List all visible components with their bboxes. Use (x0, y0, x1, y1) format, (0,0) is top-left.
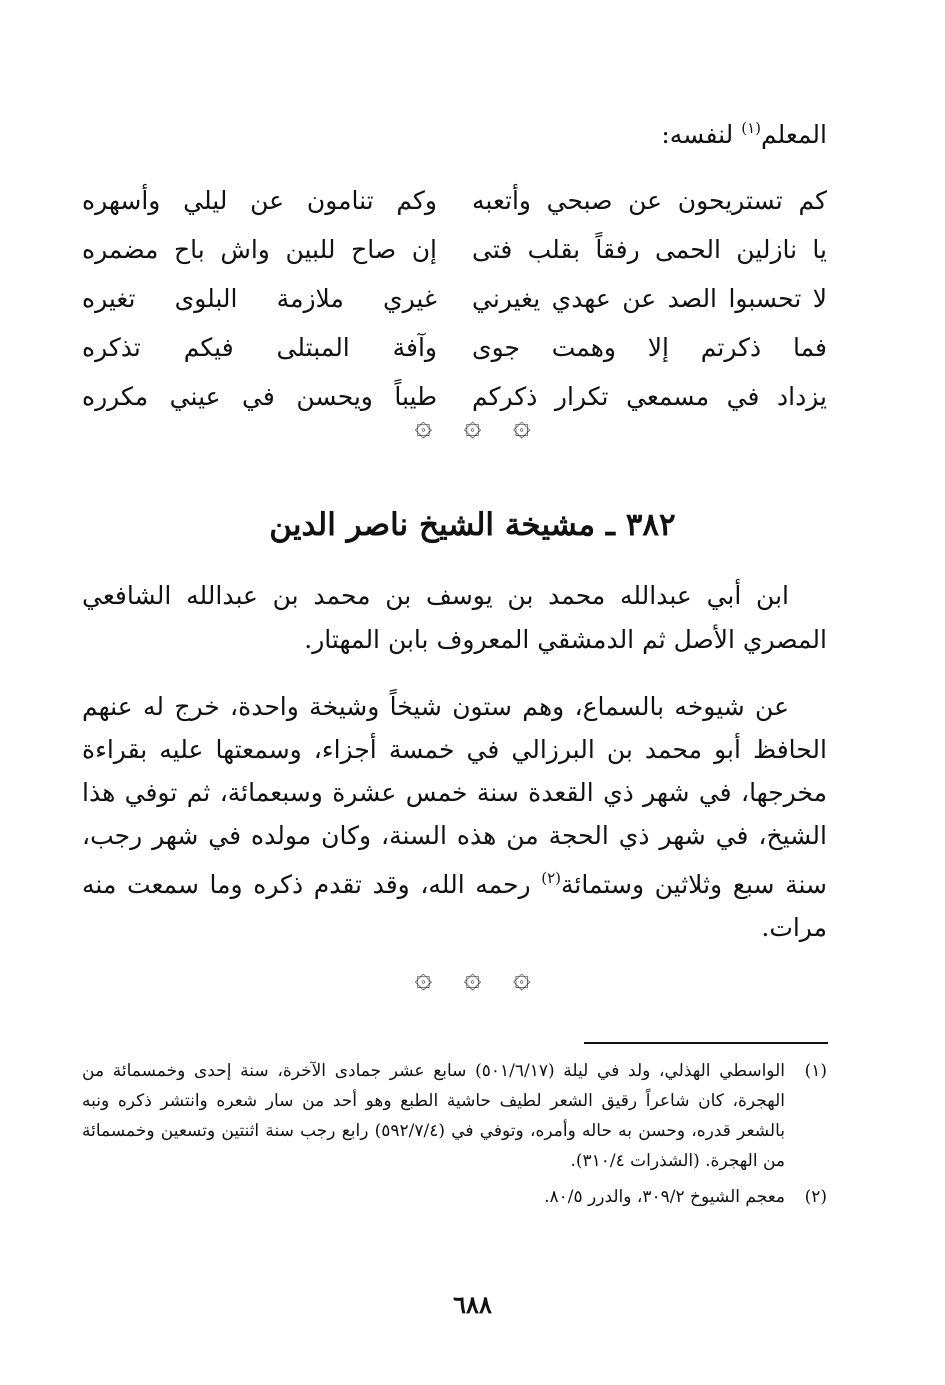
poem-verse (82, 274, 827, 323)
ornament-icon: ۞ (414, 408, 433, 443)
verse-second-hemistich: وكم تنامون عن ليلي وأسهره (82, 186, 437, 215)
footnote-text: معجم الشيوخ ٣٠٩/٢، والدرر ٨٠/٥. (544, 1187, 785, 1207)
ornament-icon: ۞ (512, 960, 531, 995)
paragraph-text-before: عن شيوخه بالسماع، وهم ستون شيخاً وشيخة واحدة، خرج له عنهم الحافظ أبو محمد بن البرزالي في خمسة أجزاء، وسمعتها عليه بقراءة مخرجها، في شهر ذي القعدة سنة خمس عشرة وسبعمائة، ثم توفي هذا الشيخ، في شهر ذي الحجة من هذه السنة، وكان مولده في شهر رجب، سنة سبع وثلاثين وستمائة (82, 692, 827, 899)
section-heading: ٣٨٢ ـ مشيخة الشيخ ناصر الدين (269, 507, 676, 543)
page-number: ٦٨٨ (453, 1290, 492, 1319)
verse-first-hemistich: يا نازلين الحمى رفقاً بقلب فتى (472, 235, 827, 264)
footnote-item (82, 1182, 827, 1212)
poem-verse (82, 225, 827, 274)
paragraph-text: ابن أبي عبدالله محمد بن يوسف بن محمد بن عبدالله الشافعي المصري الأصل ثم الدمشقي المعروف بابن المهتار. (82, 581, 827, 654)
verse-second-hemistich: غيري ملازمة البلوى تغيره (82, 284, 437, 313)
paragraph-description (82, 685, 827, 949)
footnote-ref-2[interactable]: (٢) (541, 869, 562, 887)
verse-first-hemistich: يزداد في مسمعي تكرار ذكركم (472, 382, 827, 411)
verse-second-hemistich: طيباً ويحسن في عيني مكرره (82, 382, 437, 411)
footnote-number: (١) (804, 1061, 827, 1081)
paragraph-lineage (82, 574, 827, 662)
intro-text-after: لنفسه: (661, 120, 742, 149)
verse-second-hemistich: وآفة المبتلى فيكم تذكره (82, 333, 437, 362)
verse-second-hemistich: إن صاح للبين واش باح مضمره (82, 235, 437, 264)
poem-verse (82, 323, 827, 372)
section-divider-ornaments (0, 408, 945, 443)
footnote-ref-1[interactable]: (١) (741, 119, 761, 137)
footnote-separator (584, 1042, 828, 1044)
poem-intro (82, 108, 827, 155)
verse-first-hemistich: لا تحسبوا الصد عن عهدي يغيرني (472, 284, 827, 313)
footnotes (82, 1056, 827, 1218)
footnote-item (82, 1056, 827, 1176)
verse-first-hemistich: كم تستريحون عن صبحي وأتعبه (472, 186, 827, 215)
poem-verse (82, 176, 827, 225)
footnote-number: (٢) (804, 1187, 827, 1207)
paragraph-text-after: رحمه الله، وقد تقدم ذكره وما سمعت منه مرات. (82, 870, 827, 942)
footnote-text: الواسطي الهذلي، ولد في ليلة (٥٠١/٦/١٧) سابع عشر جمادى الآخرة، سنة إحدى وخمسمائة من الهجرة، كان شاعراً رقيق الشعر لطيف حاشية الطبع وهو أحد من سار شعره وانتشر ذكره ونبه بالشعر قدره، وحسن به حاله وأمره، وتوفي في (٥٩٢/٧/٤) رابع رجب سنة اثنتين وتسعين وخمسمائة من الهجرة. (الشذرات ٣١٠/٤). (82, 1061, 785, 1171)
poem (82, 176, 827, 421)
ornament-icon: ۞ (512, 408, 531, 443)
ornament-icon: ۞ (463, 408, 482, 443)
section-divider-ornaments (0, 960, 945, 995)
paragraph-text (82, 685, 827, 949)
ornament-icon: ۞ (463, 960, 482, 995)
ornament-icon: ۞ (414, 960, 433, 995)
intro-text: المعلم (761, 120, 827, 149)
verse-first-hemistich: فما ذكرتم إلا وهمت جوى (472, 333, 827, 362)
